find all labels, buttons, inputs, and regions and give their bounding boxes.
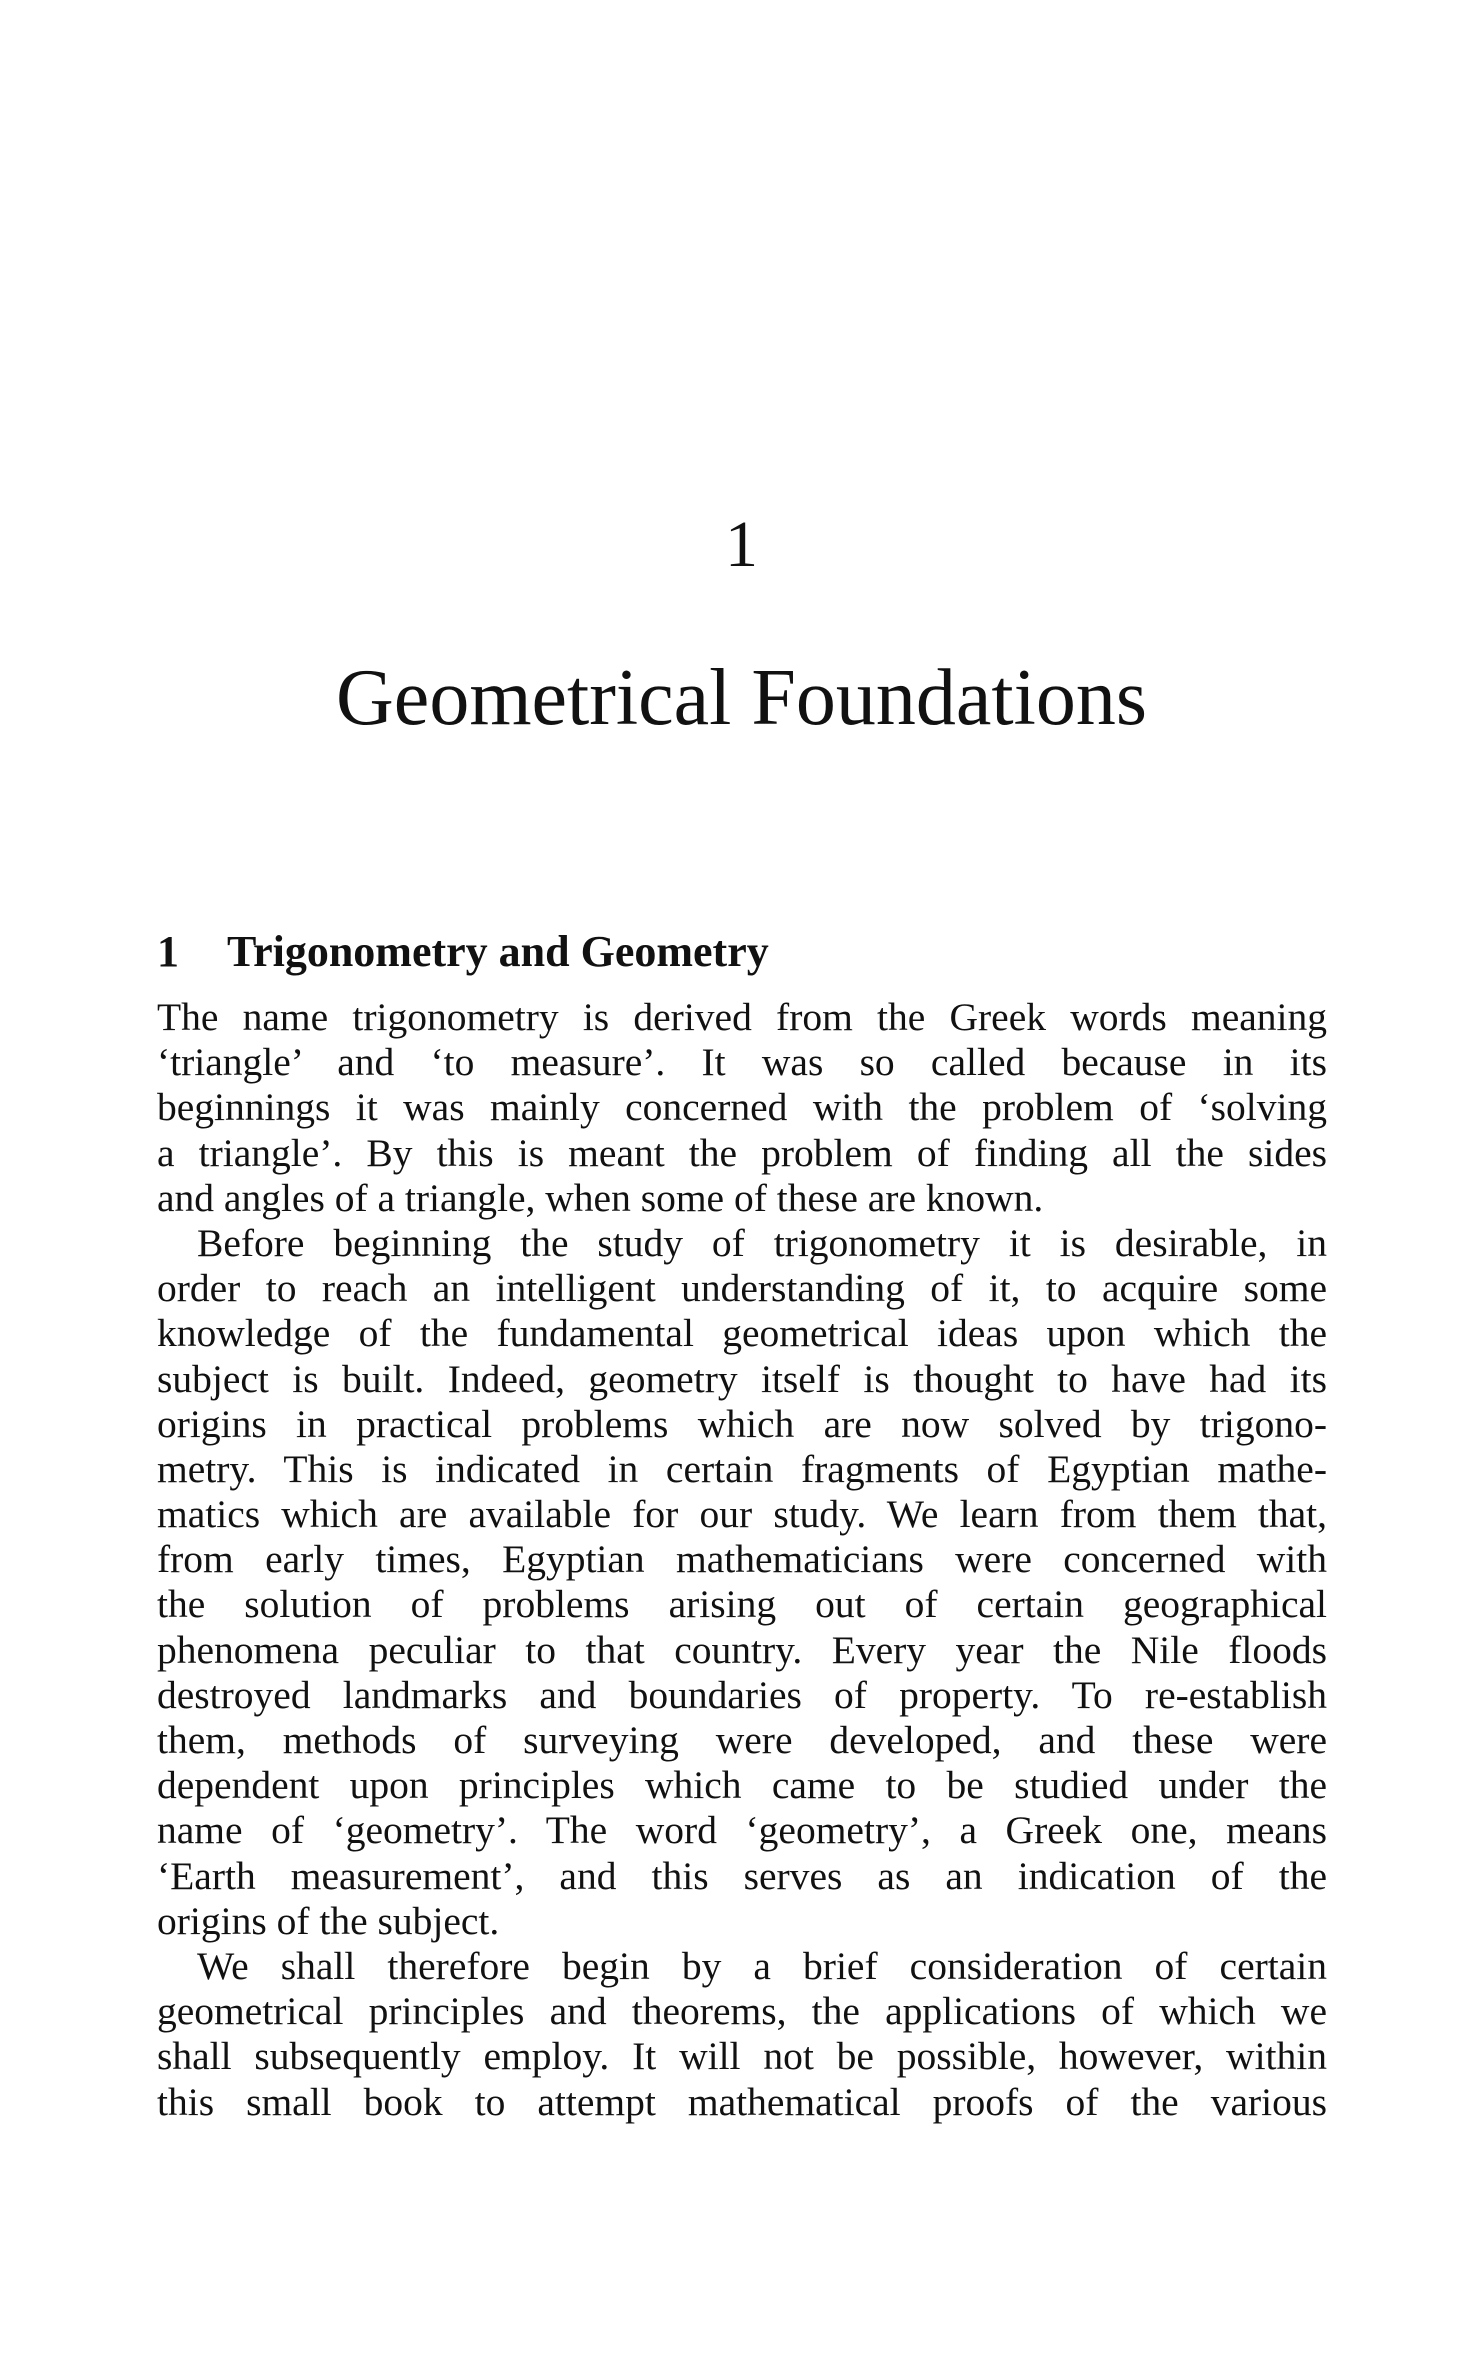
- text-line: the solution of problems arising out of certain geographical: [157, 1582, 1327, 1627]
- text-line: subject is built. Indeed, geometry itself is thought to have had its: [157, 1356, 1327, 1401]
- text-line: The name trigonometry is derived from the Greek words meaning: [157, 995, 1327, 1039]
- text-line: name of ‘geometry’. The word ‘geometry’, a Greek one, means: [157, 1808, 1327, 1853]
- text-line: dependent upon principles which came to be studied under the: [157, 1763, 1327, 1808]
- text-line: ‘triangle’ and ‘to measure’. It was so called because in its: [157, 1040, 1327, 1085]
- text-line: shall subsequently employ. It will not be possible, however, within: [157, 2034, 1327, 2079]
- text-line: Before beginning the study of trigonometry it is desirable, in: [197, 1220, 1327, 1265]
- text-line: order to reach an intelligent understanding of it, to acquire some: [157, 1266, 1327, 1311]
- text-line: origins of the subject.: [157, 1898, 500, 1943]
- text-line: a triangle’. By this is meant the problem of finding all the sides: [157, 1130, 1327, 1175]
- text-line: beginnings it was mainly concerned with the problem of ‘solving: [157, 1085, 1327, 1130]
- text-line: them, methods of surveying were developed, and these were: [157, 1718, 1327, 1762]
- text-line: matics which are available for our study. We learn from them that,: [157, 1492, 1327, 1537]
- section-number: 1: [157, 927, 179, 976]
- text-line: ‘Earth measurement’, and this serves as an indication of the: [157, 1853, 1327, 1898]
- chapter-title: Geometrical Foundations: [336, 654, 1147, 742]
- text-line: knowledge of the fundamental geometrical ideas upon which the: [157, 1311, 1327, 1356]
- section-heading: [157, 922, 1327, 982]
- text-line: metry. This is indicated in certain fragments of Egyptian mathe-: [157, 1446, 1327, 1491]
- text-line: We shall therefore begin by a brief consideration of certain: [197, 1943, 1327, 1988]
- body-text: [157, 995, 1327, 2125]
- text-line: geometrical principles and theorems, the applications of which we: [157, 1989, 1327, 2034]
- text-line: phenomena peculiar to that country. Every year the Nile floods: [157, 1627, 1327, 1672]
- text-line: from early times, Egyptian mathematicians were concerned with: [157, 1537, 1327, 1582]
- text-line: this small book to attempt mathematical proofs of the various: [157, 2079, 1327, 2124]
- chapter-number: 1: [725, 508, 758, 581]
- section-title: Trigonometry and Geometry: [227, 927, 769, 976]
- text-line: destroyed landmarks and boundaries of property. To re-establish: [157, 1672, 1327, 1717]
- text-line: origins in practical problems which are now solved by trigono-: [157, 1401, 1327, 1446]
- text-line: and angles of a triangle, when some of these are known.: [157, 1175, 1044, 1220]
